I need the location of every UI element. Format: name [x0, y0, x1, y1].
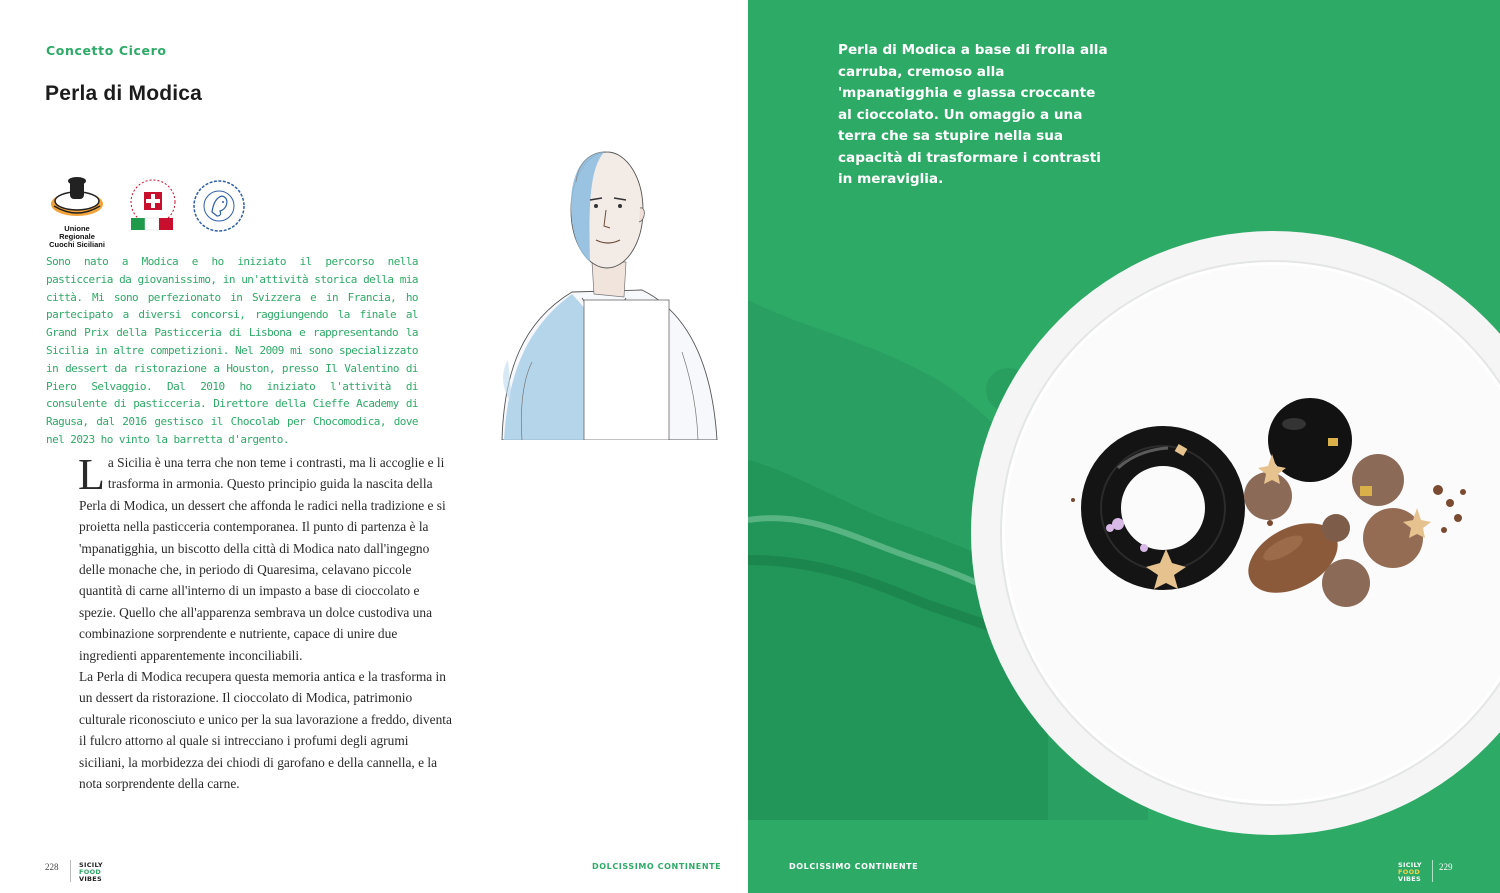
magazine-logo-right: SICILY FOOD VIBES [1398, 861, 1422, 883]
chef-name: Concetto Cicero [46, 43, 167, 58]
drop-cap: L [78, 450, 105, 499]
page-number-right: 229 [1439, 862, 1453, 872]
chef-bio: Sono nato a Modica e ho iniziato il percorso nella pasticceria da giovanissimo, in un'attività storica della mia città. Mi sono perfezionato in Svizzera e in Francia, ho partecipato a diversi concorsi, raggiungendo la finale al Grand Prix della Pasticceria di Lisbona e rappresentando la Sicilia in altre competizioni. Nel 2009 mi sono specializzato in dessert da ristorazione a Houston, presso Il Valentino di Piero Selvaggio. Dal 2010 ho iniziato l'attività di consulente di pasticceria. Direttore della Cieffe Academy di Ragusa, dal 2016 gestisco il Chocolab per Chocomodica, dove nel 2023 ho vinto la barretta d'argento. [46, 255, 418, 446]
right-page [748, 0, 1500, 893]
appc-logo [192, 178, 246, 234]
page-number-left: 228 [45, 862, 59, 872]
dish-description: Perla di Modica a base di frolla alla carruba, cremoso alla 'mpanatigghia e glassa croccante al cioccolato. Un omaggio a una terra che sa stupire nella sua capacità di trasformare i contrasti in meraviglia. [838, 42, 1108, 187]
section-name-left: DOLCISSIMO CONTINENTE [592, 862, 722, 871]
association-logos [46, 176, 256, 249]
section-name-right: DOLCISSIMO CONTINENTE [789, 862, 919, 871]
chef-portrait-illustration [492, 122, 722, 440]
footer-divider-right [1432, 860, 1433, 882]
article-body [79, 452, 453, 795]
urcs-logo [46, 176, 108, 249]
urcs-logo-text: Unione Regionale Cuochi Siciliani [49, 224, 105, 249]
article-paragraph-1: a Sicilia è una terra che non teme i contrasti, ma li accoglie e li trasforma in armonia. Questo principio guida la nascita della Perla di Modica, un dessert che affonda le radici nella tradizione e si proietta nella pasticceria contemporanea. Il punto di partenza è la 'mpanatigghia, un biscotto della città di Modica nato dall'ingegno delle monache che, in periodo di Quaresima, celavano piccole quantità di carne all'interno di un impasto a base di cioccolato e spezie. Quello che all'apparenza sembrava un dolce custodiva una combinazione sorprendente e nutriente, capace di unire due ingredienti apparentemente inconciliabili. [79, 455, 446, 663]
fic-logo [126, 178, 180, 234]
chef-hat-icon [46, 176, 108, 220]
article-paragraph-2: La Perla di Modica recupera questa memoria antica e la trasforma in un dessert da ristorazione. Il cioccolato di Modica, patrimonio culturale riconosciuto e unico per la sua lavorazione a freddo, diventa il fulcro attorno al quale si intrecciano i profumi degli agrumi siciliani, la morbidezza dei chiodi di garofano e della cannella, e la nota sorprendente della carne. [79, 669, 452, 792]
recipe-title: Perla di Modica [45, 82, 203, 105]
footer-divider [70, 860, 71, 882]
magazine-logo-left: SICILY FOOD VIBES [79, 861, 103, 883]
dessert-plate-photo [968, 228, 1500, 838]
left-page [0, 0, 748, 893]
